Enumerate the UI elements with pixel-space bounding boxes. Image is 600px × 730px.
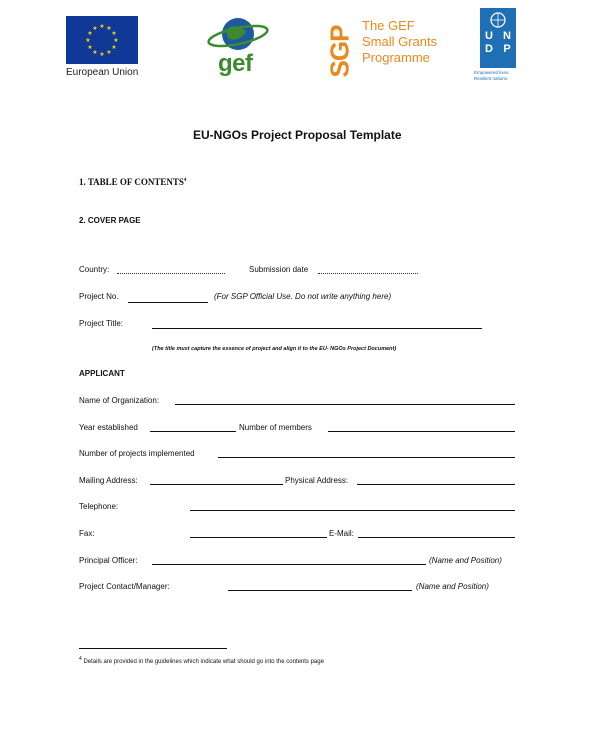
footnote-text: Details are provided in the guidelines which indicate what should go into the contents page bbox=[83, 659, 324, 665]
sgp-line3: Programme bbox=[362, 50, 430, 65]
sgp-line2: Small Grants bbox=[362, 34, 438, 49]
members-label: Number of members bbox=[239, 423, 312, 432]
mailing-field[interactable] bbox=[150, 484, 283, 485]
svg-text:★: ★ bbox=[106, 49, 112, 56]
org-field[interactable] bbox=[175, 404, 515, 405]
projects-field[interactable] bbox=[218, 457, 515, 458]
contact-label: Project Contact/Manager: bbox=[79, 582, 170, 591]
projects-label: Number of projects implemented bbox=[79, 449, 195, 458]
physical-label: Physical Address: bbox=[285, 476, 349, 485]
toc-footnote-marker: 4 bbox=[183, 178, 187, 183]
email-label: E-Mail: bbox=[329, 529, 354, 538]
footnote-marker: 4 bbox=[79, 656, 82, 662]
sgp-mark: SGP bbox=[324, 25, 355, 78]
email-field[interactable] bbox=[358, 537, 515, 538]
country-field[interactable] bbox=[117, 273, 225, 274]
eu-logo bbox=[66, 16, 138, 64]
principal-note: (Name and Position) bbox=[429, 556, 502, 565]
project-no-label: Project No. bbox=[79, 292, 119, 301]
undp-tagline bbox=[474, 70, 510, 82]
svg-text:★: ★ bbox=[87, 44, 93, 51]
applicant-heading: APPLICANT bbox=[79, 369, 125, 378]
undp-letter-p: P bbox=[503, 43, 511, 55]
page-title: EU-NGOs Project Proposal Template bbox=[193, 128, 402, 142]
toc-heading bbox=[79, 177, 186, 187]
project-no-note: (For SGP Official Use. Do not write anything here) bbox=[214, 292, 392, 301]
project-title-field[interactable] bbox=[152, 328, 482, 329]
mailing-label: Mailing Address: bbox=[79, 476, 138, 485]
sgp-line1: The GEF bbox=[362, 18, 415, 33]
cover-heading: 2. COVER PAGE bbox=[79, 216, 141, 225]
project-no-field[interactable] bbox=[128, 302, 208, 303]
project-title-label: Project Title: bbox=[79, 319, 124, 328]
undp-letter-u: U bbox=[485, 30, 493, 42]
svg-text:★: ★ bbox=[87, 30, 93, 37]
physical-field[interactable] bbox=[357, 484, 515, 485]
org-label: Name of Organization: bbox=[79, 396, 160, 405]
contact-note: (Name and Position) bbox=[416, 582, 489, 591]
gef-logo bbox=[206, 12, 270, 78]
svg-text:★: ★ bbox=[92, 25, 98, 32]
eu-caption: European Union bbox=[66, 67, 139, 78]
undp-letter-d: D bbox=[485, 43, 493, 55]
undp-tagline-2: Resilient nations. bbox=[474, 76, 509, 81]
svg-text:★: ★ bbox=[92, 49, 98, 56]
undp-letter-n: N bbox=[503, 30, 511, 42]
footnote-divider bbox=[79, 648, 227, 649]
telephone-label: Telephone: bbox=[79, 502, 119, 511]
members-field[interactable] bbox=[328, 431, 515, 432]
undp-tagline-1: Empowered lives. bbox=[474, 70, 510, 75]
country-label: Country: bbox=[79, 265, 110, 274]
submission-date-field[interactable] bbox=[318, 273, 418, 274]
svg-text:★: ★ bbox=[111, 30, 117, 37]
svg-text:★: ★ bbox=[85, 37, 91, 44]
principal-field[interactable] bbox=[152, 564, 426, 565]
svg-text:★: ★ bbox=[111, 44, 117, 51]
fax-field[interactable] bbox=[190, 537, 327, 538]
year-field[interactable] bbox=[150, 431, 236, 432]
fax-label: Fax: bbox=[79, 529, 95, 538]
gef-text: gef bbox=[218, 50, 253, 77]
svg-text:★: ★ bbox=[99, 23, 105, 30]
un-emblem-icon bbox=[480, 10, 516, 30]
telephone-field[interactable] bbox=[190, 510, 515, 511]
year-label: Year established bbox=[79, 423, 138, 432]
eu-flag-icon bbox=[66, 16, 138, 64]
sgp-logo bbox=[324, 14, 438, 78]
svg-text:★: ★ bbox=[106, 25, 112, 32]
svg-text:★: ★ bbox=[113, 37, 119, 44]
title-note: (The title must capture the essence of project and align it to the EU- NGOs Project Document) bbox=[152, 346, 397, 352]
undp-logo bbox=[480, 8, 516, 68]
submission-label: Submission date bbox=[249, 265, 309, 274]
toc-text: 1. TABLE OF CONTENTS bbox=[79, 177, 184, 187]
contact-field[interactable] bbox=[228, 590, 412, 591]
principal-label: Principal Officer: bbox=[79, 556, 138, 565]
svg-text:★: ★ bbox=[99, 51, 105, 58]
footnote bbox=[79, 656, 324, 665]
